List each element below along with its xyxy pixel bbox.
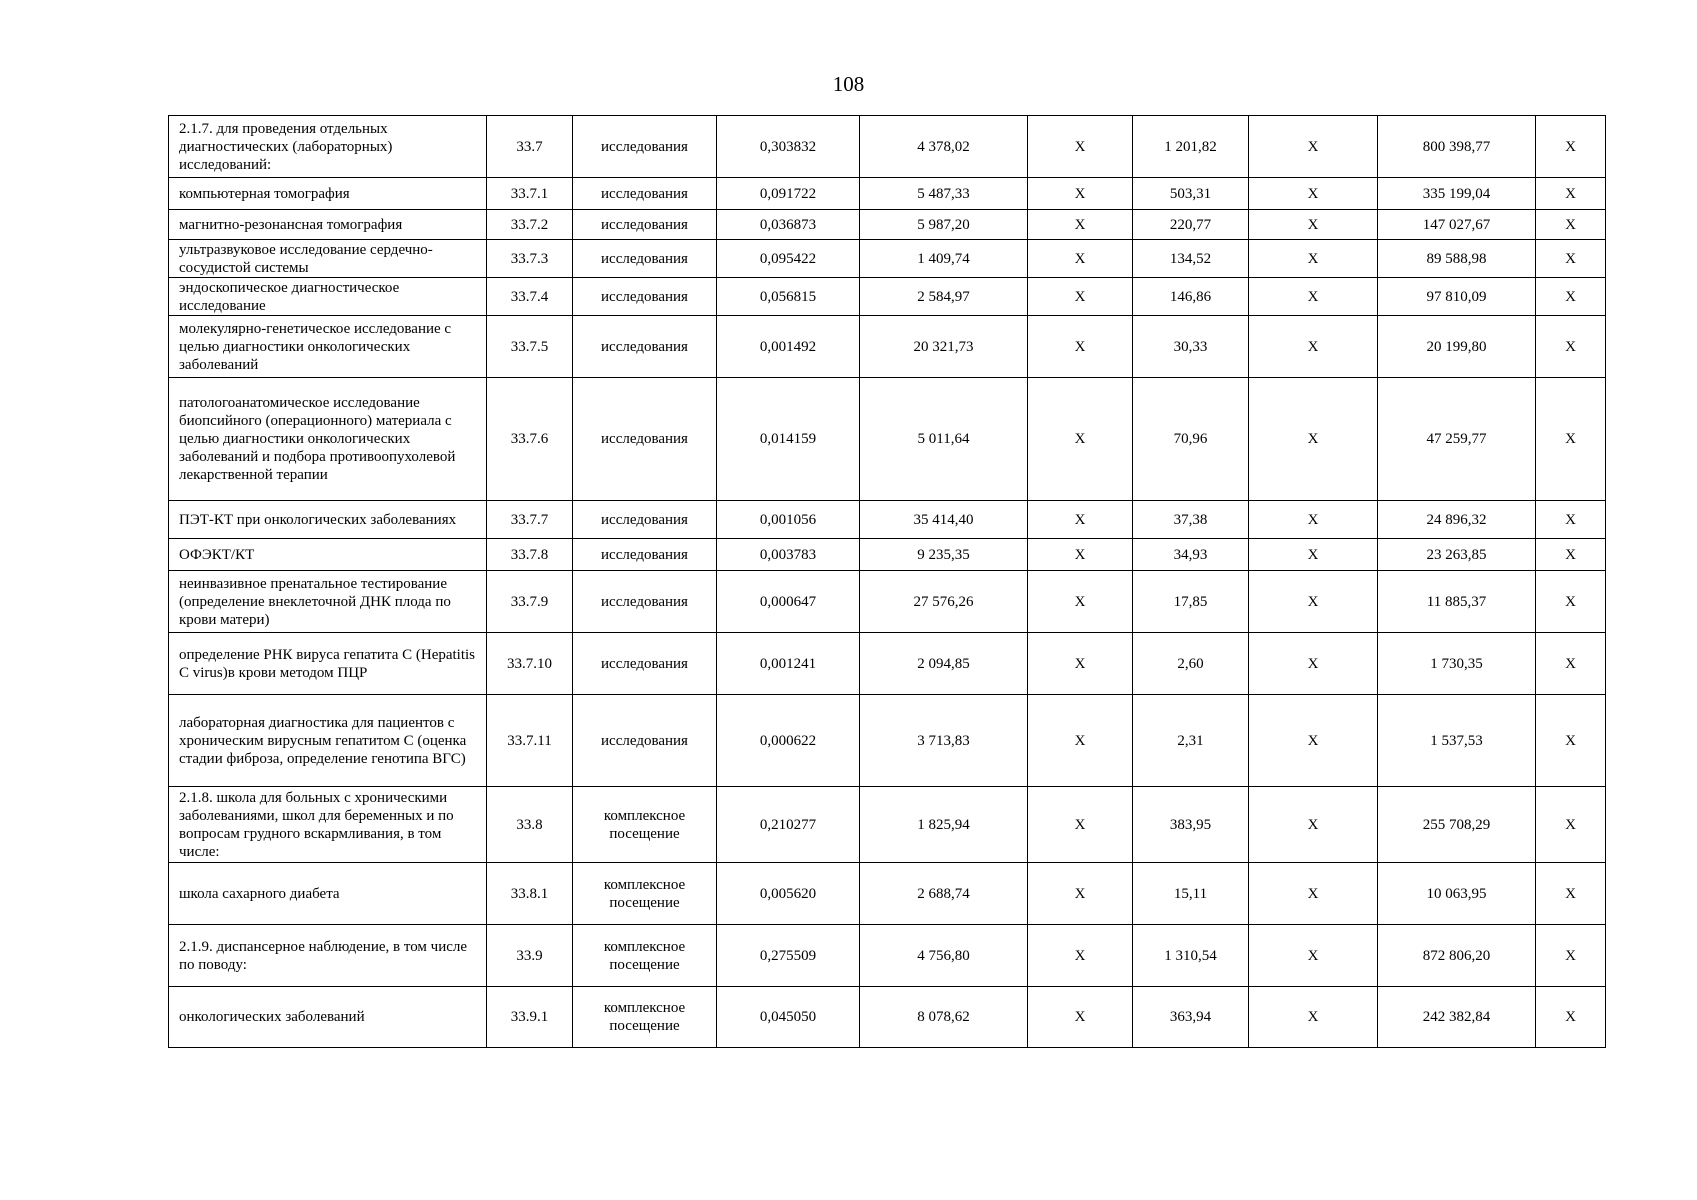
row-col6: Х xyxy=(1028,987,1133,1048)
row-code: 33.7.6 xyxy=(487,378,573,501)
row-name: 2.1.7. для проведения отдельных диагностических (лабораторных) исследований: xyxy=(169,116,487,178)
row-unit: исследования xyxy=(573,278,717,316)
row-norm: 0,095422 xyxy=(717,240,860,278)
row-col7: 17,85 xyxy=(1133,571,1249,633)
row-col9: 23 263,85 xyxy=(1378,539,1536,571)
row-code: 33.7 xyxy=(487,116,573,178)
row-col9: 255 708,29 xyxy=(1378,787,1536,863)
row-col9: 11 885,37 xyxy=(1378,571,1536,633)
row-unit: исследования xyxy=(573,378,717,501)
row-col9: 97 810,09 xyxy=(1378,278,1536,316)
row-col8: Х xyxy=(1249,278,1378,316)
row-code: 33.7.3 xyxy=(487,240,573,278)
row-col7: 70,96 xyxy=(1133,378,1249,501)
row-col8: Х xyxy=(1249,501,1378,539)
row-col8: Х xyxy=(1249,633,1378,695)
row-col7: 503,31 xyxy=(1133,178,1249,210)
row-name: неинвазивное пренатальное тестирование (определение внеклеточной ДНК плода по крови матери) xyxy=(169,571,487,633)
row-col7: 15,11 xyxy=(1133,863,1249,925)
row-code: 33.7.9 xyxy=(487,571,573,633)
row-col7: 363,94 xyxy=(1133,987,1249,1048)
row-name: магнитно-резонансная томография xyxy=(169,210,487,240)
row-cost: 4 756,80 xyxy=(860,925,1028,987)
row-col6: Х xyxy=(1028,571,1133,633)
row-name: лабораторная диагностика для пациентов с хроническим вирусным гепатитом С (оценка стадии фиброза, определение генотипа ВГС) xyxy=(169,695,487,787)
row-cost: 9 235,35 xyxy=(860,539,1028,571)
row-unit: исследования xyxy=(573,210,717,240)
table-row xyxy=(169,633,1606,695)
row-col10: Х xyxy=(1536,316,1606,378)
row-col8: Х xyxy=(1249,378,1378,501)
row-norm: 0,091722 xyxy=(717,178,860,210)
row-norm: 0,001241 xyxy=(717,633,860,695)
row-col7: 1 310,54 xyxy=(1133,925,1249,987)
row-cost: 5 987,20 xyxy=(860,210,1028,240)
row-cost: 5 011,64 xyxy=(860,378,1028,501)
row-code: 33.9 xyxy=(487,925,573,987)
row-code: 33.7.8 xyxy=(487,539,573,571)
row-col7: 34,93 xyxy=(1133,539,1249,571)
row-col6: Х xyxy=(1028,378,1133,501)
row-col8: Х xyxy=(1249,695,1378,787)
row-col9: 872 806,20 xyxy=(1378,925,1536,987)
row-code: 33.7.4 xyxy=(487,278,573,316)
row-code: 33.7.1 xyxy=(487,178,573,210)
table-row xyxy=(169,571,1606,633)
row-unit: исследования xyxy=(573,116,717,178)
row-norm: 0,001056 xyxy=(717,501,860,539)
row-col7: 2,60 xyxy=(1133,633,1249,695)
row-col8: Х xyxy=(1249,240,1378,278)
row-code: 33.7.11 xyxy=(487,695,573,787)
table-row xyxy=(169,863,1606,925)
row-col7: 220,77 xyxy=(1133,210,1249,240)
row-name: школа сахарного диабета xyxy=(169,863,487,925)
row-col7: 146,86 xyxy=(1133,278,1249,316)
row-norm: 0,014159 xyxy=(717,378,860,501)
row-col10: Х xyxy=(1536,987,1606,1048)
row-col6: Х xyxy=(1028,539,1133,571)
row-col7: 30,33 xyxy=(1133,316,1249,378)
table-row xyxy=(169,378,1606,501)
row-col8: Х xyxy=(1249,116,1378,178)
row-col7: 383,95 xyxy=(1133,787,1249,863)
row-col7: 134,52 xyxy=(1133,240,1249,278)
row-col10: Х xyxy=(1536,178,1606,210)
row-col6: Х xyxy=(1028,240,1133,278)
row-norm: 0,001492 xyxy=(717,316,860,378)
table-row xyxy=(169,210,1606,240)
row-unit: исследования xyxy=(573,695,717,787)
row-col7: 2,31 xyxy=(1133,695,1249,787)
row-col6: Х xyxy=(1028,787,1133,863)
row-col10: Х xyxy=(1536,539,1606,571)
row-cost: 35 414,40 xyxy=(860,501,1028,539)
row-name: определение РНК вируса гепатита С (Hepatitis C virus)в крови методом ПЦР xyxy=(169,633,487,695)
row-name: ультразвуковое исследование сердечно-сосудистой системы xyxy=(169,240,487,278)
row-unit: исследования xyxy=(573,178,717,210)
row-code: 33.7.5 xyxy=(487,316,573,378)
row-cost: 1 825,94 xyxy=(860,787,1028,863)
row-name: 2.1.8. школа для больных с хроническими заболеваниями, школ для беременных и по вопросам грудного вскармливания, в том числе: xyxy=(169,787,487,863)
row-col9: 800 398,77 xyxy=(1378,116,1536,178)
table-row xyxy=(169,695,1606,787)
row-col10: Х xyxy=(1536,210,1606,240)
row-col10: Х xyxy=(1536,633,1606,695)
page-number: 108 xyxy=(832,72,865,96)
table-row xyxy=(169,501,1606,539)
row-norm: 0,275509 xyxy=(717,925,860,987)
table-row xyxy=(169,116,1606,178)
row-col8: Х xyxy=(1249,210,1378,240)
row-col10: Х xyxy=(1536,863,1606,925)
row-col9: 335 199,04 xyxy=(1378,178,1536,210)
row-code: 33.7.10 xyxy=(487,633,573,695)
row-col10: Х xyxy=(1536,240,1606,278)
row-code: 33.8 xyxy=(487,787,573,863)
table-row xyxy=(169,316,1606,378)
row-code: 33.8.1 xyxy=(487,863,573,925)
row-col9: 24 896,32 xyxy=(1378,501,1536,539)
row-norm: 0,036873 xyxy=(717,210,860,240)
row-col9: 89 588,98 xyxy=(1378,240,1536,278)
row-name: патологоанатомическое исследование биопсийного (операционного) материала с целью диагностики онкологических заболеваний и подбора противоопухолевой лекарственной терапии xyxy=(169,378,487,501)
row-norm: 0,003783 xyxy=(717,539,860,571)
row-name: молекулярно-генетическое исследование с целью диагностики онкологических заболеваний xyxy=(169,316,487,378)
row-col6: Х xyxy=(1028,210,1133,240)
table-row xyxy=(169,787,1606,863)
row-norm: 0,056815 xyxy=(717,278,860,316)
row-unit: исследования xyxy=(573,501,717,539)
row-name: эндоскопическое диагностическое исследование xyxy=(169,278,487,316)
table-row xyxy=(169,240,1606,278)
row-col10: Х xyxy=(1536,787,1606,863)
row-col6: Х xyxy=(1028,925,1133,987)
row-cost: 2 584,97 xyxy=(860,278,1028,316)
row-col9: 10 063,95 xyxy=(1378,863,1536,925)
row-col9: 20 199,80 xyxy=(1378,316,1536,378)
row-code: 33.9.1 xyxy=(487,987,573,1048)
row-col6: Х xyxy=(1028,178,1133,210)
row-norm: 0,210277 xyxy=(717,787,860,863)
row-name: онкологических заболеваний xyxy=(169,987,487,1048)
row-col10: Х xyxy=(1536,571,1606,633)
row-col10: Х xyxy=(1536,695,1606,787)
row-unit: комплексное посещение xyxy=(573,925,717,987)
row-col9: 1 537,53 xyxy=(1378,695,1536,787)
row-cost: 2 094,85 xyxy=(860,633,1028,695)
row-norm: 0,005620 xyxy=(717,863,860,925)
row-unit: исследования xyxy=(573,240,717,278)
row-unit: исследования xyxy=(573,571,717,633)
row-col6: Х xyxy=(1028,316,1133,378)
row-norm: 0,000622 xyxy=(717,695,860,787)
row-unit: комплексное посещение xyxy=(573,987,717,1048)
row-col8: Х xyxy=(1249,863,1378,925)
row-col9: 1 730,35 xyxy=(1378,633,1536,695)
row-name: ПЭТ-КТ при онкологических заболеваниях xyxy=(169,501,487,539)
row-cost: 1 409,74 xyxy=(860,240,1028,278)
row-code: 33.7.2 xyxy=(487,210,573,240)
row-col8: Х xyxy=(1249,539,1378,571)
row-col6: Х xyxy=(1028,116,1133,178)
row-cost: 2 688,74 xyxy=(860,863,1028,925)
row-col10: Х xyxy=(1536,116,1606,178)
row-unit: исследования xyxy=(573,316,717,378)
row-unit: комплексное посещение xyxy=(573,787,717,863)
row-unit: исследования xyxy=(573,633,717,695)
row-code: 33.7.7 xyxy=(487,501,573,539)
row-col10: Х xyxy=(1536,501,1606,539)
row-cost: 20 321,73 xyxy=(860,316,1028,378)
row-name: компьютерная томография xyxy=(169,178,487,210)
table-row xyxy=(169,925,1606,987)
row-cost: 27 576,26 xyxy=(860,571,1028,633)
table-row xyxy=(169,278,1606,316)
row-col10: Х xyxy=(1536,925,1606,987)
norms-table xyxy=(168,115,1606,1048)
row-cost: 8 078,62 xyxy=(860,987,1028,1048)
row-col10: Х xyxy=(1536,278,1606,316)
table-row xyxy=(169,987,1606,1048)
row-col6: Х xyxy=(1028,863,1133,925)
row-col10: Х xyxy=(1536,378,1606,501)
row-col6: Х xyxy=(1028,501,1133,539)
row-col9: 147 027,67 xyxy=(1378,210,1536,240)
row-col7: 1 201,82 xyxy=(1133,116,1249,178)
row-col8: Х xyxy=(1249,987,1378,1048)
row-cost: 3 713,83 xyxy=(860,695,1028,787)
row-col6: Х xyxy=(1028,633,1133,695)
row-cost: 5 487,33 xyxy=(860,178,1028,210)
row-col7: 37,38 xyxy=(1133,501,1249,539)
row-name: ОФЭКТ/КТ xyxy=(169,539,487,571)
table-row xyxy=(169,178,1606,210)
row-col6: Х xyxy=(1028,695,1133,787)
row-col8: Х xyxy=(1249,571,1378,633)
row-cost: 4 378,02 xyxy=(860,116,1028,178)
table-body xyxy=(169,116,1606,1048)
row-norm: 0,303832 xyxy=(717,116,860,178)
row-name: 2.1.9. диспансерное наблюдение, в том числе по поводу: xyxy=(169,925,487,987)
row-col8: Х xyxy=(1249,316,1378,378)
table-row xyxy=(169,539,1606,571)
row-norm: 0,045050 xyxy=(717,987,860,1048)
row-col8: Х xyxy=(1249,787,1378,863)
row-col8: Х xyxy=(1249,178,1378,210)
row-unit: исследования xyxy=(573,539,717,571)
row-col9: 242 382,84 xyxy=(1378,987,1536,1048)
row-unit: комплексное посещение xyxy=(573,863,717,925)
row-col8: Х xyxy=(1249,925,1378,987)
row-col6: Х xyxy=(1028,278,1133,316)
row-norm: 0,000647 xyxy=(717,571,860,633)
row-col9: 47 259,77 xyxy=(1378,378,1536,501)
